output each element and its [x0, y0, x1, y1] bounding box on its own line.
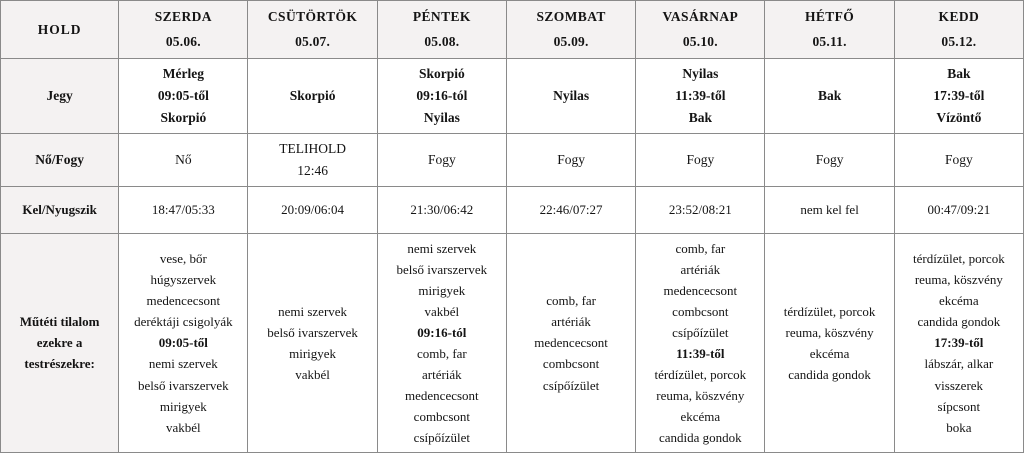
day-header-hétfő	[765, 1, 894, 59]
surgery-ban-cell-szombat	[506, 233, 635, 452]
phase-label: TELIHOLD	[279, 141, 346, 156]
sign-primary: Nyilas	[553, 88, 590, 104]
body-part: comb, far	[546, 293, 596, 309]
body-part: mirigyek	[418, 282, 466, 298]
zodiac-cell-péntek	[377, 59, 506, 134]
day-name: SZOMBAT	[536, 9, 606, 25]
body-part: vakbél	[424, 303, 460, 319]
body-part: combcsont	[542, 356, 600, 372]
body-part: ekcéma	[809, 345, 850, 361]
table-header-row	[1, 1, 1024, 59]
row-label-line-1: Műtéti tilalom	[19, 314, 100, 330]
row-label-line-2: ezekre a	[36, 335, 83, 351]
body-part: vakbél	[166, 419, 201, 435]
body-part: belső ivarszervek	[396, 261, 488, 277]
rise-set-cell-vasárnap: 23:52/08:21	[636, 186, 765, 233]
day-name: KEDD	[938, 9, 980, 25]
zodiac-cell-csütörtök	[248, 59, 377, 134]
row-label-kel-nyugszik: Kel/Nyugszik	[1, 186, 119, 233]
day-header-kedd	[894, 1, 1023, 59]
surgery-ban-cell-hétfő	[765, 233, 894, 452]
body-part: artériák	[421, 367, 462, 382]
sign-transition-time: 17:39-től	[933, 88, 985, 104]
rise-set-cell-csütörtök: 20:09/06:04	[248, 186, 377, 233]
body-part: comb, far	[675, 240, 726, 256]
body-part: medencecsont	[663, 282, 738, 298]
phase-label: Fogy	[686, 151, 715, 167]
rise-set-cell-kedd: 00:47/09:21	[894, 186, 1023, 233]
sign-secondary: Nyilas	[423, 109, 460, 125]
row-label-line-3: testrészekre:	[24, 356, 95, 372]
zodiac-sign-row	[1, 59, 1024, 134]
body-part: reuma, köszvény	[914, 272, 1003, 288]
body-part: vese, bőr	[159, 251, 207, 267]
body-part: candida gondok	[659, 430, 742, 446]
header-label-hold: HOLD	[1, 1, 119, 59]
body-part: reuma, köszvény	[656, 388, 745, 404]
day-date: 05.12.	[941, 34, 977, 49]
sign-primary: Nyilas	[682, 66, 719, 82]
moonrise-moonset-row	[1, 186, 1024, 233]
body-part: candida gondok	[917, 314, 1001, 330]
body-part: nemi szervek	[407, 240, 477, 256]
body-part: térdízület, porcok	[913, 251, 1005, 267]
body-part: csípőízület	[413, 430, 470, 446]
body-part: combcsont	[413, 409, 470, 425]
body-part: húgyszervek	[150, 272, 217, 288]
sign-transition-time: 09:05-től	[157, 88, 209, 104]
moon-phase-row	[1, 134, 1024, 187]
zodiac-cell-vasárnap	[636, 59, 765, 134]
zodiac-cell-hétfő	[765, 59, 894, 134]
phase-label: Fogy	[557, 151, 585, 167]
body-part: medencecsont	[146, 293, 221, 309]
body-part: vakbél	[295, 367, 330, 382]
zodiac-cell-szerda	[119, 59, 248, 134]
ban-transition-time: 09:16-tól	[417, 324, 467, 340]
day-header-péntek	[377, 1, 506, 59]
day-date: 05.06.	[165, 34, 201, 49]
sign-primary: Skorpió	[289, 88, 336, 104]
sign-transition-time: 11:39-től	[675, 88, 726, 104]
rise-set-cell-szombat: 22:46/07:27	[506, 186, 635, 233]
day-header-szombat	[506, 1, 635, 59]
surgery-ban-cell-csütörtök	[248, 233, 377, 452]
rise-set-cell-szerda: 18:47/05:33	[119, 186, 248, 233]
sign-primary: Mérleg	[162, 66, 204, 82]
phase-cell-szerda	[119, 134, 248, 187]
body-part: artériák	[551, 314, 591, 330]
body-part: csípőízület	[672, 324, 729, 340]
body-part: csípőízület	[542, 377, 600, 393]
ban-transition-time: 09:05-től	[158, 335, 208, 351]
sign-secondary: Vízöntő	[936, 109, 982, 125]
day-name: PÉNTEK	[412, 9, 471, 25]
body-part: candida gondok	[788, 367, 871, 382]
surgery-ban-cell-szerda	[119, 233, 248, 452]
phase-label: Fogy	[944, 151, 973, 167]
ban-transition-time: 17:39-től	[934, 335, 984, 351]
sign-transition-time: 09:16-tól	[416, 88, 468, 104]
phase-label: Fogy	[815, 151, 844, 167]
phase-cell-kedd	[894, 134, 1023, 187]
body-part: ekcéma	[939, 293, 979, 309]
body-part: belső ivarszervek	[267, 324, 358, 340]
phase-label: Fogy	[427, 151, 456, 167]
phase-cell-hétfő	[765, 134, 894, 187]
phase-cell-vasárnap	[636, 134, 765, 187]
body-part: medencecsont	[405, 388, 479, 404]
day-header-vasárnap	[636, 1, 765, 59]
day-header-szerda	[119, 1, 248, 59]
body-part: artériák	[680, 261, 721, 277]
rise-set-cell-hétfő: nem kel fel	[765, 186, 894, 233]
sign-primary: Bak	[947, 66, 971, 82]
surgery-ban-cell-péntek	[377, 233, 506, 452]
body-part: visszerek	[934, 377, 984, 393]
body-part: mirigyek	[289, 345, 337, 361]
day-date: 05.09.	[553, 34, 589, 49]
day-name: CSÜTÖRTÖK	[267, 9, 358, 25]
sign-secondary: Bak	[688, 109, 712, 125]
body-part: boka	[946, 419, 972, 435]
day-header-csütörtök	[248, 1, 377, 59]
zodiac-cell-szombat	[506, 59, 635, 134]
body-part: nemi szervek	[278, 303, 348, 319]
phase-cell-péntek	[377, 134, 506, 187]
body-part: deréktáji csigolyák	[134, 314, 233, 330]
surgery-ban-cell-vasárnap	[636, 233, 765, 452]
body-part: nemi szervek	[148, 356, 218, 372]
body-part: comb, far	[416, 345, 467, 361]
sign-secondary: Skorpió	[160, 109, 207, 125]
row-label-muteti-tilalom	[1, 233, 119, 452]
rise-set-cell-péntek: 21:30/06:42	[377, 186, 506, 233]
body-part: térdízület, porcok	[654, 367, 747, 382]
body-part: ekcéma	[680, 409, 721, 425]
body-part: combcsont	[672, 303, 729, 319]
row-label-no-fogy: Nő/Fogy	[1, 134, 119, 187]
phase-label: Nő	[175, 151, 192, 167]
phase-cell-szombat	[506, 134, 635, 187]
surgery-ban-cell-kedd	[894, 233, 1023, 452]
body-part: belső ivarszervek	[138, 377, 229, 393]
body-part: lábszár, alkar	[924, 356, 994, 372]
day-date: 05.08.	[424, 34, 460, 49]
ban-transition-time: 11:39-től	[676, 345, 725, 361]
body-part: reuma, köszvény	[785, 324, 874, 340]
sign-primary: Skorpió	[418, 66, 465, 82]
body-part: medencecsont	[534, 335, 608, 351]
phase-time: 12:46	[297, 162, 328, 178]
row-label-jegy: Jegy	[1, 59, 119, 134]
day-name: HÉTFŐ	[804, 9, 855, 25]
day-name: VASÁRNAP	[662, 9, 739, 25]
phase-cell-csütörtök	[248, 134, 377, 187]
body-part: térdízület, porcok	[783, 303, 876, 319]
day-name: SZERDA	[154, 9, 212, 25]
zodiac-cell-kedd	[894, 59, 1023, 134]
body-part: sípcsont	[937, 398, 981, 414]
day-date: 05.11.	[812, 34, 847, 49]
surgery-ban-row	[1, 233, 1024, 452]
day-date: 05.10.	[682, 34, 718, 49]
body-part: mirigyek	[159, 398, 207, 414]
sign-primary: Bak	[817, 88, 842, 104]
day-date: 05.07.	[295, 34, 331, 49]
